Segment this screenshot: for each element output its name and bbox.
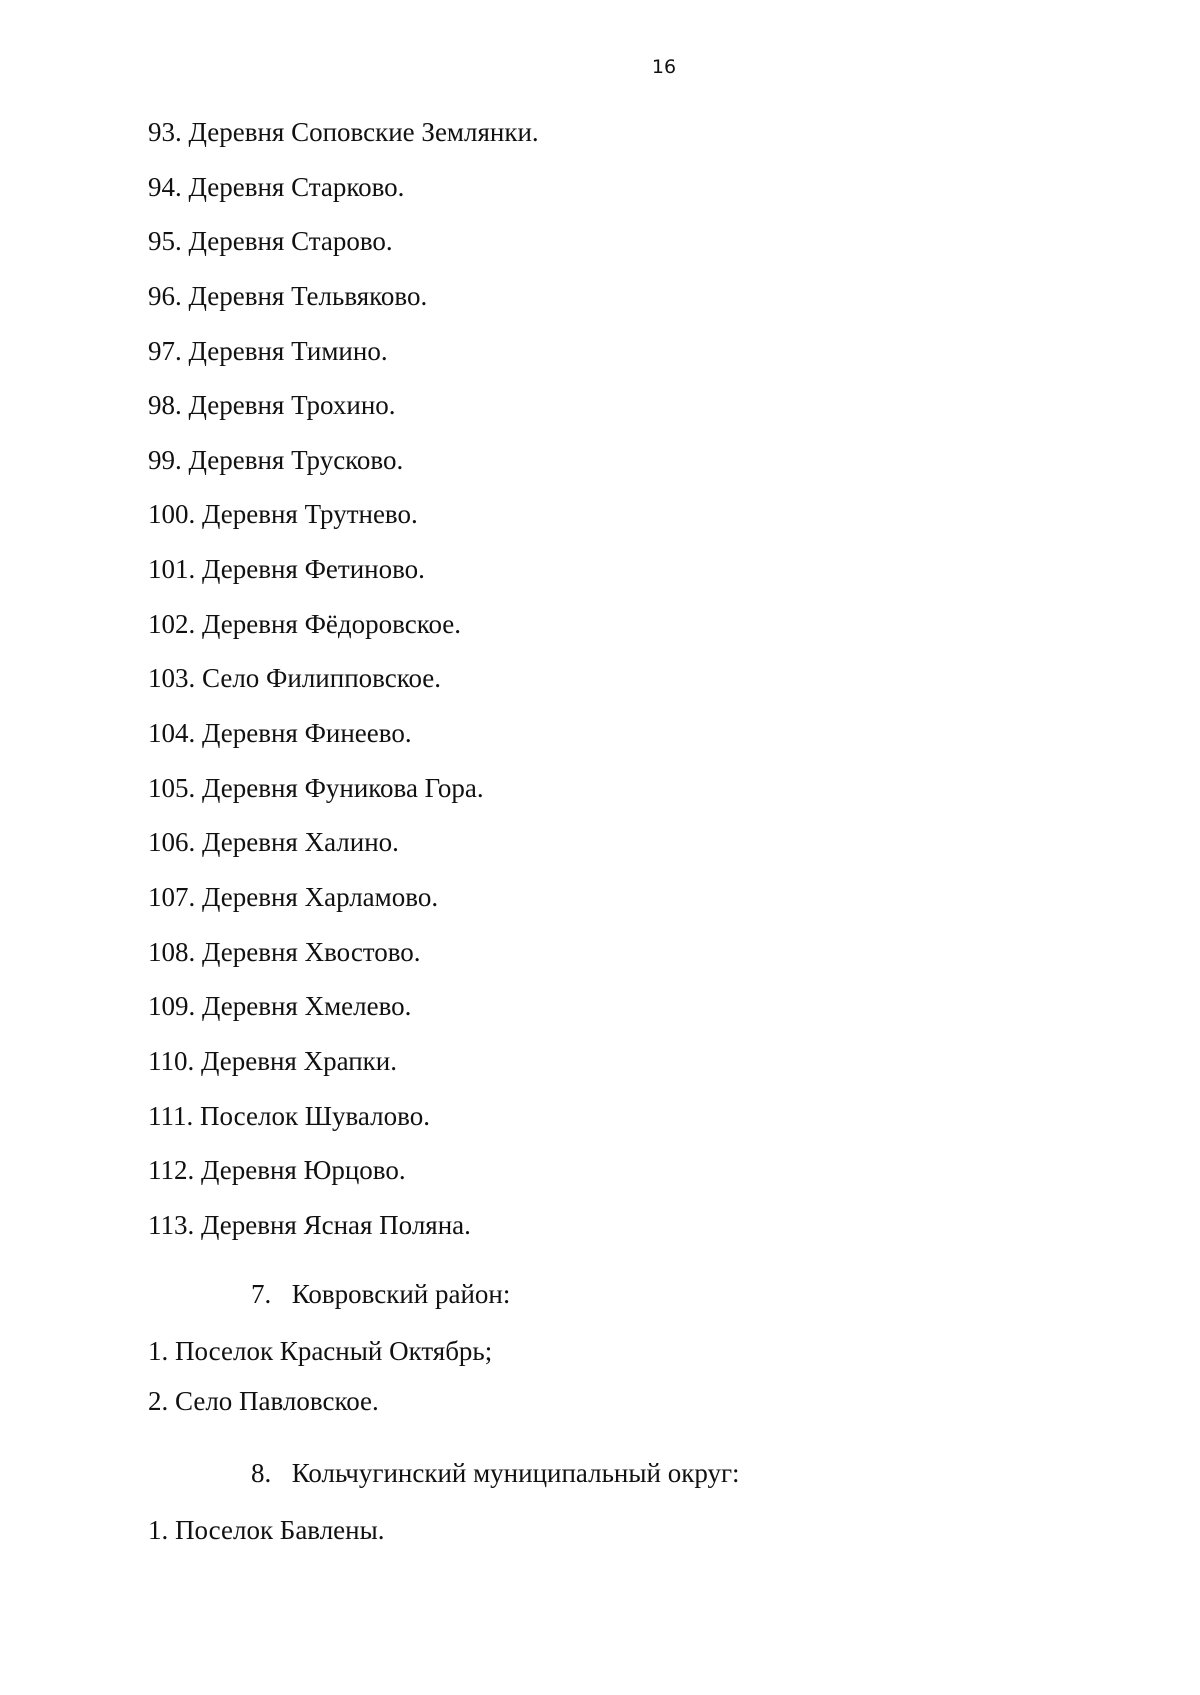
list-item: 100. Деревня Трутнево. (148, 499, 418, 530)
list-item: 1. Поселок Бавлены. (148, 1515, 385, 1545)
list-item: 105. Деревня Фуникова Гора. (148, 772, 484, 803)
list-item: 111. Поселок Шувалово. (148, 1100, 430, 1131)
section-title: Ковровский район: (291, 1279, 511, 1309)
list-item: 102. Деревня Фёдоровское. (148, 608, 462, 639)
list-item: 108. Деревня Хвостово. (148, 936, 421, 967)
list-item: 104. Деревня Финеево. (148, 718, 412, 749)
list-item: 95. Деревня Старово. (148, 226, 393, 257)
list-item: 1. Поселок Красный Октябрь; (148, 1336, 493, 1366)
list-item: 113. Деревня Ясная Поляна. (148, 1209, 471, 1240)
list-item: 2. Село Павловское. (148, 1386, 379, 1416)
page-number: 16 (651, 56, 677, 78)
list-item: 107. Деревня Харламово. (148, 881, 439, 912)
section-heading-kovrov (251, 1273, 510, 1315)
list-item: 94. Деревня Старково. (148, 171, 405, 202)
list-item: 96. Деревня Тельвяково. (148, 280, 428, 311)
list-item: 109. Деревня Хмелево. (148, 991, 412, 1022)
list-item: 98. Деревня Трохино. (148, 390, 396, 421)
list-item: 103. Село Филипповское. (148, 663, 442, 694)
section-title: Кольчугинский муниципальный округ: (291, 1458, 740, 1488)
list-item: 112. Деревня Юрцово. (148, 1155, 406, 1186)
list-item: 93. Деревня Соповские Землянки. (148, 117, 539, 147)
list-item: 101. Деревня Фетиново. (148, 554, 425, 585)
list-item: 99. Деревня Трусково. (148, 444, 404, 475)
section-number: 8. (251, 1458, 272, 1488)
list-item: 110. Деревня Храпки. (148, 1045, 397, 1076)
settlement-list (148, 111, 539, 1258)
list-item: 97. Деревня Тимино. (148, 335, 388, 366)
section-heading-kolchugino (251, 1452, 740, 1494)
list-item: 106. Деревня Халино. (148, 827, 399, 858)
section-number: 7. (251, 1279, 272, 1309)
